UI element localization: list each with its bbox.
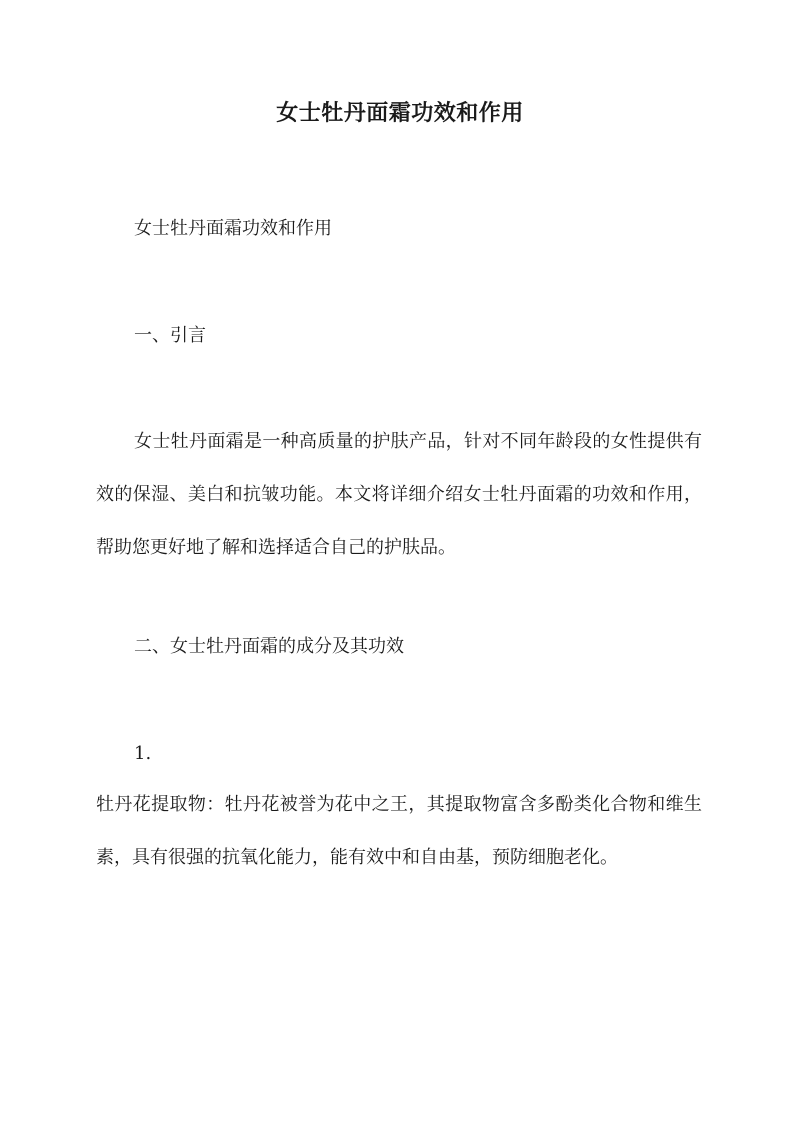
document-title: 女士牡丹面霜功效和作用 (276, 100, 524, 126)
section-heading-introduction: 一、引言 (134, 325, 206, 346)
intro-paragraph: 女士牡丹面霜是一种高质量的护肤产品，针对不同年龄段的女性提供有效的保湿、美白和抗皱功能。本文将详细介绍女士牡丹面霜的功效和作用，帮助您更好地了解和选择适合自己的护肤品。 (96, 431, 702, 558)
section-heading-ingredients: 二、女士牡丹面霜的成分及其功效 (134, 636, 404, 657)
document-subtitle: 女士牡丹面霜功效和作用 (134, 218, 332, 239)
list-item: 牡丹花提取物：牡丹花被誉为花中之王，其提取物富含多酚类化合物和维生素，具有很强的抗氧化能力，能有效中和自由基，预防细胞老化。 (96, 794, 702, 868)
list-number: 1. (134, 743, 152, 764)
